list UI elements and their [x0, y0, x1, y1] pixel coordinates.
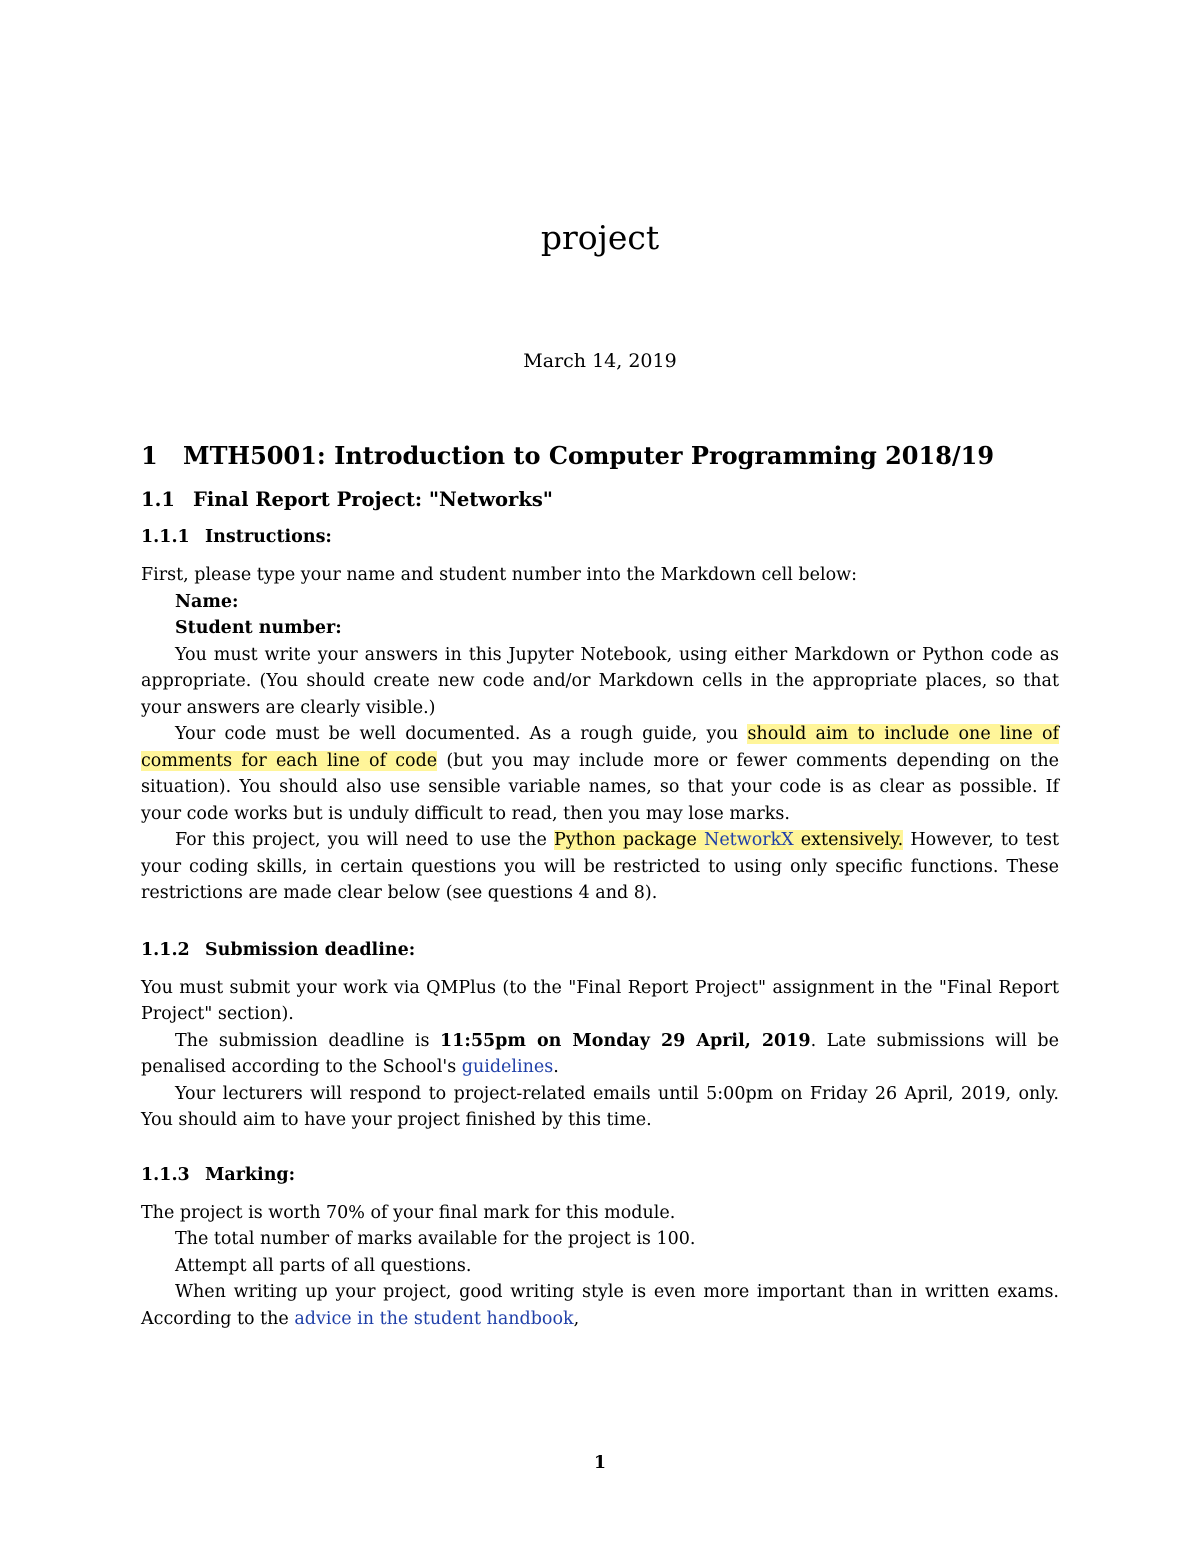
- submission-paragraph-3: Your lecturers will respond to project-related emails until 5:00pm on Friday 26 April, 2019, only. You should aim to have your project finished by this time.: [141, 1083, 1059, 1130]
- section-number: 1: [141, 441, 158, 470]
- submission-paragraph-2: [141, 1028, 1059, 1081]
- submission-number: 1.1.2: [141, 939, 190, 960]
- student-number-field-label: [141, 615, 1059, 642]
- instructions-paragraph-3: [141, 827, 1059, 907]
- subsection-heading-1-1: [141, 486, 1059, 514]
- document-body: [141, 440, 1059, 1332]
- section-title: MTH5001: Introduction to Computer Programming 2018/19: [183, 441, 995, 470]
- instructions-p2-text-b: (but you may include more or fewer comments depending on the situation). You should also use sensible variable names, so that your code is as clear as possible. If your code works but is unduly difficult to read, then you may lose marks.: [141, 750, 1059, 824]
- submission-title: Submission deadline:: [205, 939, 416, 960]
- instructions-title: Instructions:: [205, 527, 332, 547]
- guidelines-link[interactable]: guidelines: [461, 1057, 554, 1077]
- name-field-label: [141, 589, 1059, 616]
- subsection-title: Final Report Project: "Networks": [193, 488, 553, 511]
- networkx-highlight: [554, 830, 903, 850]
- instructions-heading: [141, 524, 1059, 550]
- submission-heading: [141, 937, 1059, 963]
- marking-paragraph-1: The project is worth 70% of your final mark for this module.: [141, 1202, 676, 1223]
- instructions-p2-text-a: Your code must be well documented. As a rough guide, you: [175, 724, 748, 744]
- marking-p4-text-b: ,: [573, 1308, 580, 1329]
- submission-p2-text-c: .: [553, 1057, 559, 1077]
- submission-paragraph-1: You must submit your work via QMPlus (to the "Final Report Project" assignment in the "Final Report Project" section).: [141, 977, 1059, 1024]
- student-number-label: Student number:: [175, 618, 342, 638]
- name-label: Name:: [175, 591, 239, 612]
- networkx-highlight-text-b: extensively.: [793, 830, 904, 850]
- marking-paragraph-3: Attempt all parts of all questions.: [175, 1255, 472, 1276]
- document-title: project: [540, 218, 660, 257]
- submission-deadline: 11:55pm on Monday 29 April, 2019: [440, 1030, 811, 1051]
- instructions-p3-text-b: However, to test your coding skills, in certain questions you will be restricted to using only specific functions. These restrictions are made clear below (see questions 4 and 8).: [141, 830, 1059, 903]
- subsection-number: 1.1: [141, 488, 175, 511]
- marking-title: Marking:: [205, 1164, 296, 1185]
- handbook-link[interactable]: advice in the student handbook: [294, 1308, 574, 1329]
- document-date: March 14, 2019: [523, 350, 677, 372]
- instructions-paragraph-1: You must write your answers in this Jupyter Notebook, using either Markdown or Python code as appropriate. (You should create new code and/or Markdown cells in the appropriate places, so that your answers are clearly visible.): [141, 644, 1059, 718]
- networkx-link[interactable]: NetworkX: [704, 830, 794, 850]
- marking-number: 1.1.3: [141, 1164, 190, 1185]
- instructions-paragraph-2: [141, 721, 1059, 827]
- instructions-p3-text-a: For this project, you will need to use the: [175, 830, 554, 850]
- instructions-number: 1.1.1: [141, 527, 190, 547]
- marking-heading: [141, 1162, 1059, 1188]
- section-heading-1: [141, 440, 1059, 472]
- networkx-highlight-text-a: Python package: [553, 830, 705, 850]
- page-number: 1: [593, 1453, 607, 1473]
- comments-highlight: should aim to include one line of comments for each line of code: [141, 724, 1059, 771]
- instructions-intro: First, please type your name and student number into the Markdown cell below:: [141, 565, 857, 585]
- marking-paragraph-2: The total number of marks available for the project is 100.: [175, 1229, 696, 1249]
- marking-p4-text-a: When writing up your project, good writing style is even more important than in written exams. According to the: [141, 1282, 1059, 1329]
- submission-p2-text-a: The submission deadline is: [175, 1030, 440, 1051]
- submission-p2-text-b: . Late submissions will be penalised according to the School's: [141, 1030, 1059, 1077]
- marking-paragraph-4: [141, 1279, 1059, 1332]
